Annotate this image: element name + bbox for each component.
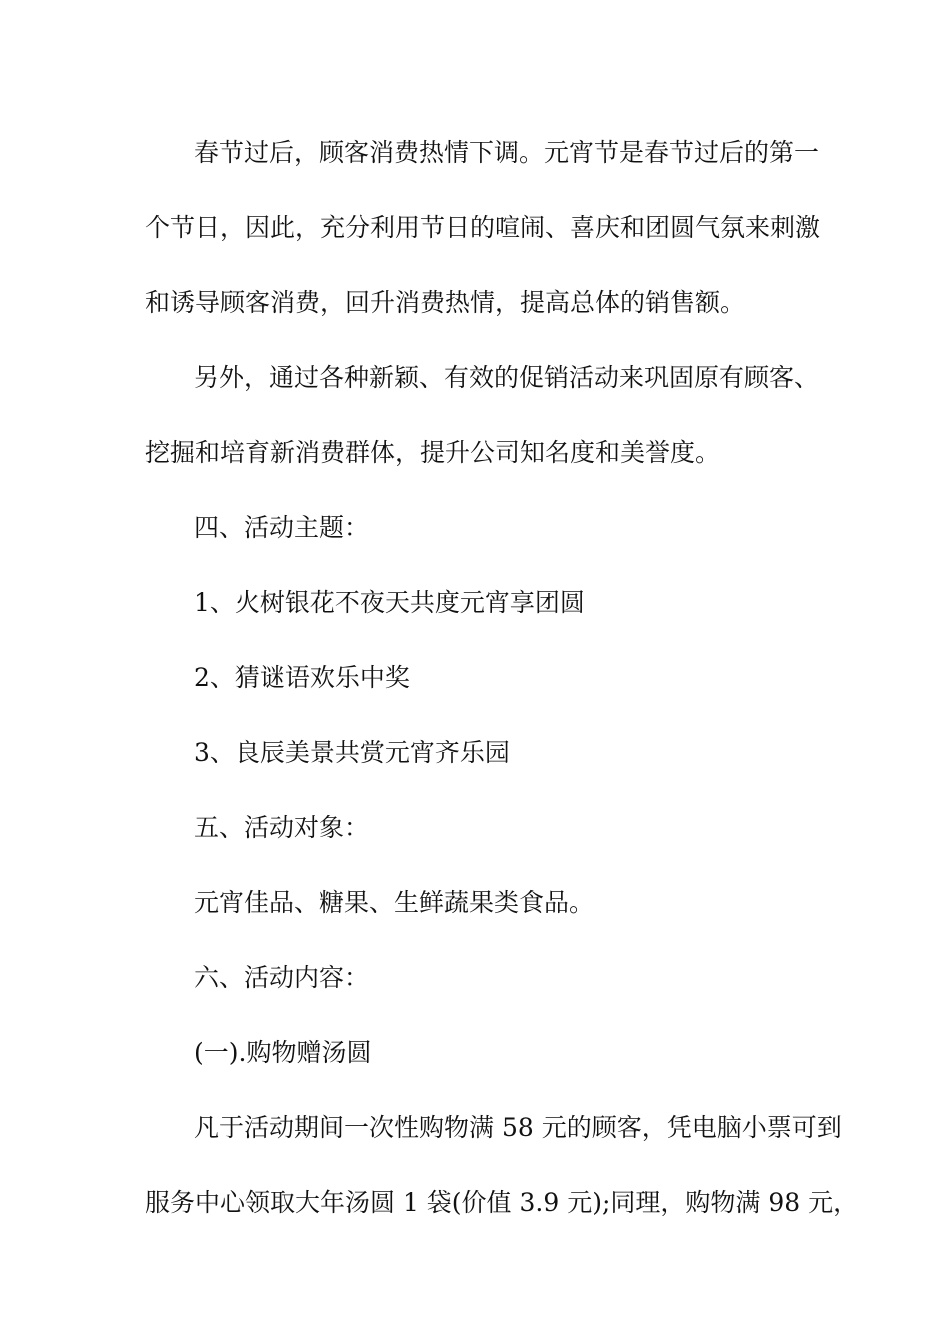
paragraph-3-line-1: 凡于活动期间一次性购物满 58 元的顾客，凭电脑小票可到 [194, 1113, 842, 1142]
paragraph-2-line-2: 挖掘和培育新消费群体，提升公司知名度和美誉度。 [145, 438, 721, 467]
section-heading-target: 五、活动对象： [194, 813, 370, 842]
section-heading-content: 六、活动内容： [194, 963, 370, 992]
theme-item-3: 3、良辰美景共赏元宵齐乐园 [194, 738, 510, 767]
paragraph-1-line-1: 春节过后，顾客消费热情下调。元宵节是春节过后的第一 [194, 138, 820, 167]
theme-item-1: 1、火树银花不夜天共度元宵享团圆 [194, 588, 585, 617]
paragraph-1-line-3: 和诱导顾客消费，回升消费热情，提高总体的销售额。 [145, 288, 746, 317]
theme-item-2: 2、猜谜语欢乐中奖 [194, 663, 410, 692]
paragraph-3-line-2: 服务中心领取大年汤圆 1 袋(价值 3.9 元);同理，购物满 98 元， [145, 1188, 859, 1217]
paragraph-2-line-1: 另外，通过各种新颖、有效的促销活动来巩固原有顾客、 [194, 363, 820, 392]
target-description: 元宵佳品、糖果、生鲜蔬果类食品。 [194, 888, 595, 917]
paragraph-1-line-2: 个节日，因此，充分利用节日的喧闹、喜庆和团圆气氛来刺激 [145, 213, 821, 242]
subsection-heading-gift: (一).购物赠汤圆 [194, 1038, 372, 1067]
section-heading-theme: 四、活动主题： [194, 513, 370, 542]
